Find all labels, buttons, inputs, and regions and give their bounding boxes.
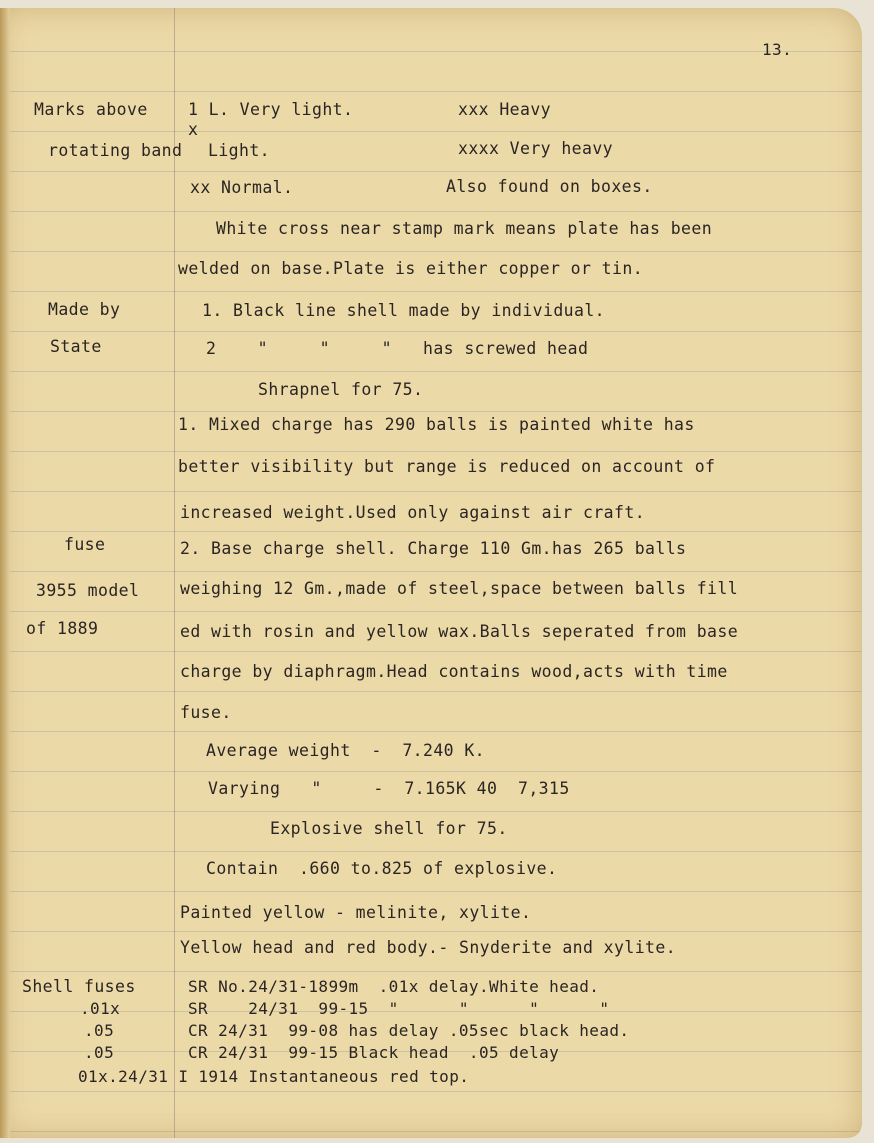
made-by-line: 2 " " " has screwed head xyxy=(206,339,589,358)
margin-line xyxy=(174,8,175,1138)
margin-note-fuse-year: of 1889 xyxy=(26,619,99,638)
mark-light: Light. xyxy=(208,141,271,160)
notebook-page xyxy=(0,8,862,1138)
shrapnel-line: better visibility but range is reduced on account of xyxy=(178,457,716,476)
fuse-row-text: CR 24/31 99-15 Black head .05 delay xyxy=(188,1043,560,1062)
margin-note-fuse-model: 3955 model xyxy=(36,581,140,600)
fuse-last-line: 01x.24/31 I 1914 Instantaneous red top. xyxy=(78,1067,470,1086)
page-number: 13. xyxy=(762,40,793,59)
explosive-line: Yellow head and red body.- Snyderite and xylite. xyxy=(180,938,677,957)
shrapnel-line: charge by diaphragm.Head contains wood,acts with time xyxy=(180,662,728,681)
mark-normal: xx Normal. xyxy=(190,178,294,197)
explosive-heading: Explosive shell for 75. xyxy=(270,819,508,838)
shrapnel-average-weight: Average weight - 7.240 K. xyxy=(206,741,486,760)
shrapnel-line: weighing 12 Gm.,made of steel,space between balls fill xyxy=(180,579,739,598)
shrapnel-line: fuse. xyxy=(180,703,232,722)
fuse-row-text: SR No.24/31-1899m .01x delay.White head. xyxy=(188,977,600,996)
cross-note-line: White cross near stamp mark means plate has been xyxy=(216,219,713,238)
mark-very-heavy: xxxx Very heavy xyxy=(458,139,614,158)
shrapnel-line: 2. Base charge shell. Charge 110 Gm.has 265 balls xyxy=(180,539,687,558)
margin-note-state: State xyxy=(50,337,102,356)
margin-note-rotating-band: rotating band xyxy=(48,141,183,160)
shrapnel-line: ed with rosin and yellow wax.Balls seperated from base xyxy=(180,622,739,641)
fuse-row-text: SR 24/31 99-15 " " " " xyxy=(188,999,610,1018)
margin-note-fuse: fuse xyxy=(64,535,106,554)
cross-note-line: welded on base.Plate is either copper or tin. xyxy=(178,259,644,278)
made-by-line: 1. Black line shell made by individual. xyxy=(202,301,606,320)
explosive-line: Painted yellow - melinite, xylite. xyxy=(180,903,532,922)
mark-boxes-note: Also found on boxes. xyxy=(446,177,653,196)
page-spine xyxy=(0,8,10,1138)
margin-note-shell-fuses: Shell fuses xyxy=(22,977,136,996)
shrapnel-varying-weight: Varying " - 7.165K 40 7,315 xyxy=(208,779,570,798)
mark-x-overstrike: x xyxy=(188,120,199,139)
mark-very-light: 1 L. Very light. xyxy=(188,100,354,119)
shrapnel-line: increased weight.Used only against air craft. xyxy=(180,503,646,522)
fuse-row-label: .05 xyxy=(84,1021,115,1040)
margin-note-made-by: Made by xyxy=(48,300,121,319)
explosive-line: Contain .660 to.825 of explosive. xyxy=(206,859,558,878)
shrapnel-heading: Shrapnel for 75. xyxy=(258,380,424,399)
fuse-row-label: .05 xyxy=(84,1043,115,1062)
margin-note-marks-above: Marks above xyxy=(34,100,148,119)
fuse-row-text: CR 24/31 99-08 has delay .05sec black head. xyxy=(188,1021,630,1040)
shrapnel-line: 1. Mixed charge has 290 balls is painted white has xyxy=(178,415,695,434)
fuse-row-label: .01x xyxy=(80,999,121,1018)
mark-heavy: xxx Heavy xyxy=(458,100,552,119)
